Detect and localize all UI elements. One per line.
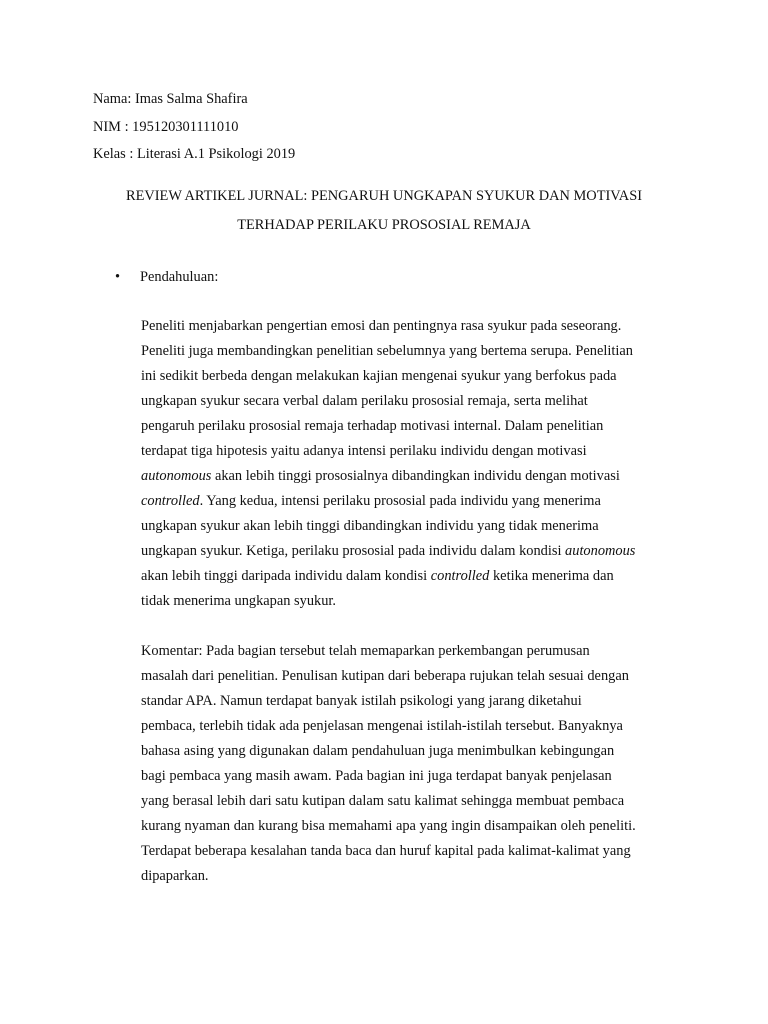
text-line: tidak menerima ungkapan syukur. — [141, 593, 337, 609]
student-name: Nama: Imas Salma Shafira — [93, 91, 248, 107]
section-heading — [115, 267, 218, 287]
text-line: kurang nyaman dan kurang bisa memahami apa yang ingin disampaikan oleh peneliti. — [141, 818, 636, 834]
text-line — [141, 489, 681, 514]
text-line: ungkapan syukur secara verbal dalam perilaku prososial remaja, serta melihat — [141, 393, 588, 409]
text-line: bahasa asing yang digunakan dalam pendahuluan juga menimbulkan kebingungan — [141, 743, 615, 759]
text-segment: akan lebih tinggi daripada individu dalam kondisi — [141, 568, 431, 584]
italic-term: autonomous — [565, 543, 636, 559]
title-line-1: REVIEW ARTIKEL JURNAL: PENGARUH UNGKAPAN SYUKUR DAN MOTIVASI — [125, 188, 642, 204]
title-line-2: TERHADAP PERILAKU PROSOSIAL REMAJA — [237, 216, 531, 233]
text-line — [141, 564, 681, 589]
text-line: Peneliti menjabarkan pengertian emosi dan pentingnya rasa syukur pada seseorang. — [141, 318, 622, 334]
italic-term: controlled — [430, 568, 490, 584]
text-segment: ketika menerima dan — [489, 568, 614, 584]
student-info — [93, 86, 295, 169]
bullet-icon: • — [115, 269, 121, 285]
text-line: yang berasal lebih dari satu kutipan dalam satu kalimat sehingga membuat pembaca — [141, 793, 625, 809]
text-segment: akan lebih tinggi prososialnya dibandingkan individu dengan motivasi — [211, 468, 620, 484]
text-line — [141, 464, 681, 489]
text-line: bagi pembaca yang masih awam. Pada bagian ini juga terdapat banyak penjelasan — [141, 768, 612, 784]
text-line: terdapat tiga hipotesis yaitu adanya intensi perilaku individu dengan motivasi — [141, 443, 587, 459]
text-line: ungkapan syukur akan lebih tinggi dibandingkan individu yang tidak menerima — [141, 518, 599, 534]
section-heading-label: Pendahuluan: — [140, 269, 219, 285]
text-line: Terdapat beberapa kesalahan tanda baca dan huruf kapital pada kalimat-kalimat yang — [141, 843, 631, 859]
italic-term: autonomous — [141, 468, 212, 484]
text-line: Komentar: Pada bagian tersebut telah memaparkan perkembangan perumusan — [141, 643, 590, 659]
document-title — [60, 182, 708, 239]
text-line: pembaca, terlebih tidak ada penjelasan mengenai istilah-istilah tersebut. Banyaknya — [141, 718, 623, 734]
student-nim: NIM : 195120301111010 — [93, 118, 239, 135]
comment-paragraph — [141, 639, 681, 889]
introduction-paragraph — [141, 314, 681, 614]
text-line: ini sedikit berbeda dengan melakukan kajian mengenai syukur yang berfokus pada — [141, 368, 617, 384]
italic-term: controlled — [141, 493, 200, 509]
text-segment: . Yang kedua, intensi perilaku prososial pada individu yang menerima — [199, 493, 601, 509]
text-line: dipaparkan. — [141, 868, 209, 884]
text-line — [141, 539, 681, 564]
text-line: masalah dari penelitian. Penulisan kutipan dari beberapa rujukan telah sesuai dengan — [141, 668, 629, 684]
text-line: Peneliti juga membandingkan penelitian sebelumnya yang bertema serupa. Penelitian — [141, 343, 633, 359]
text-line: standar APA. Namun terdapat banyak istilah psikologi yang jarang diketahui — [141, 693, 582, 709]
student-class: Kelas : Literasi A.1 Psikologi 2019 — [93, 146, 296, 162]
text-line: pengaruh perilaku prososial remaja terhadap motivasi internal. Dalam penelitian — [141, 418, 604, 434]
text-segment: ungkapan syukur. Ketiga, perilaku prososial pada individu dalam kondisi — [141, 543, 566, 559]
